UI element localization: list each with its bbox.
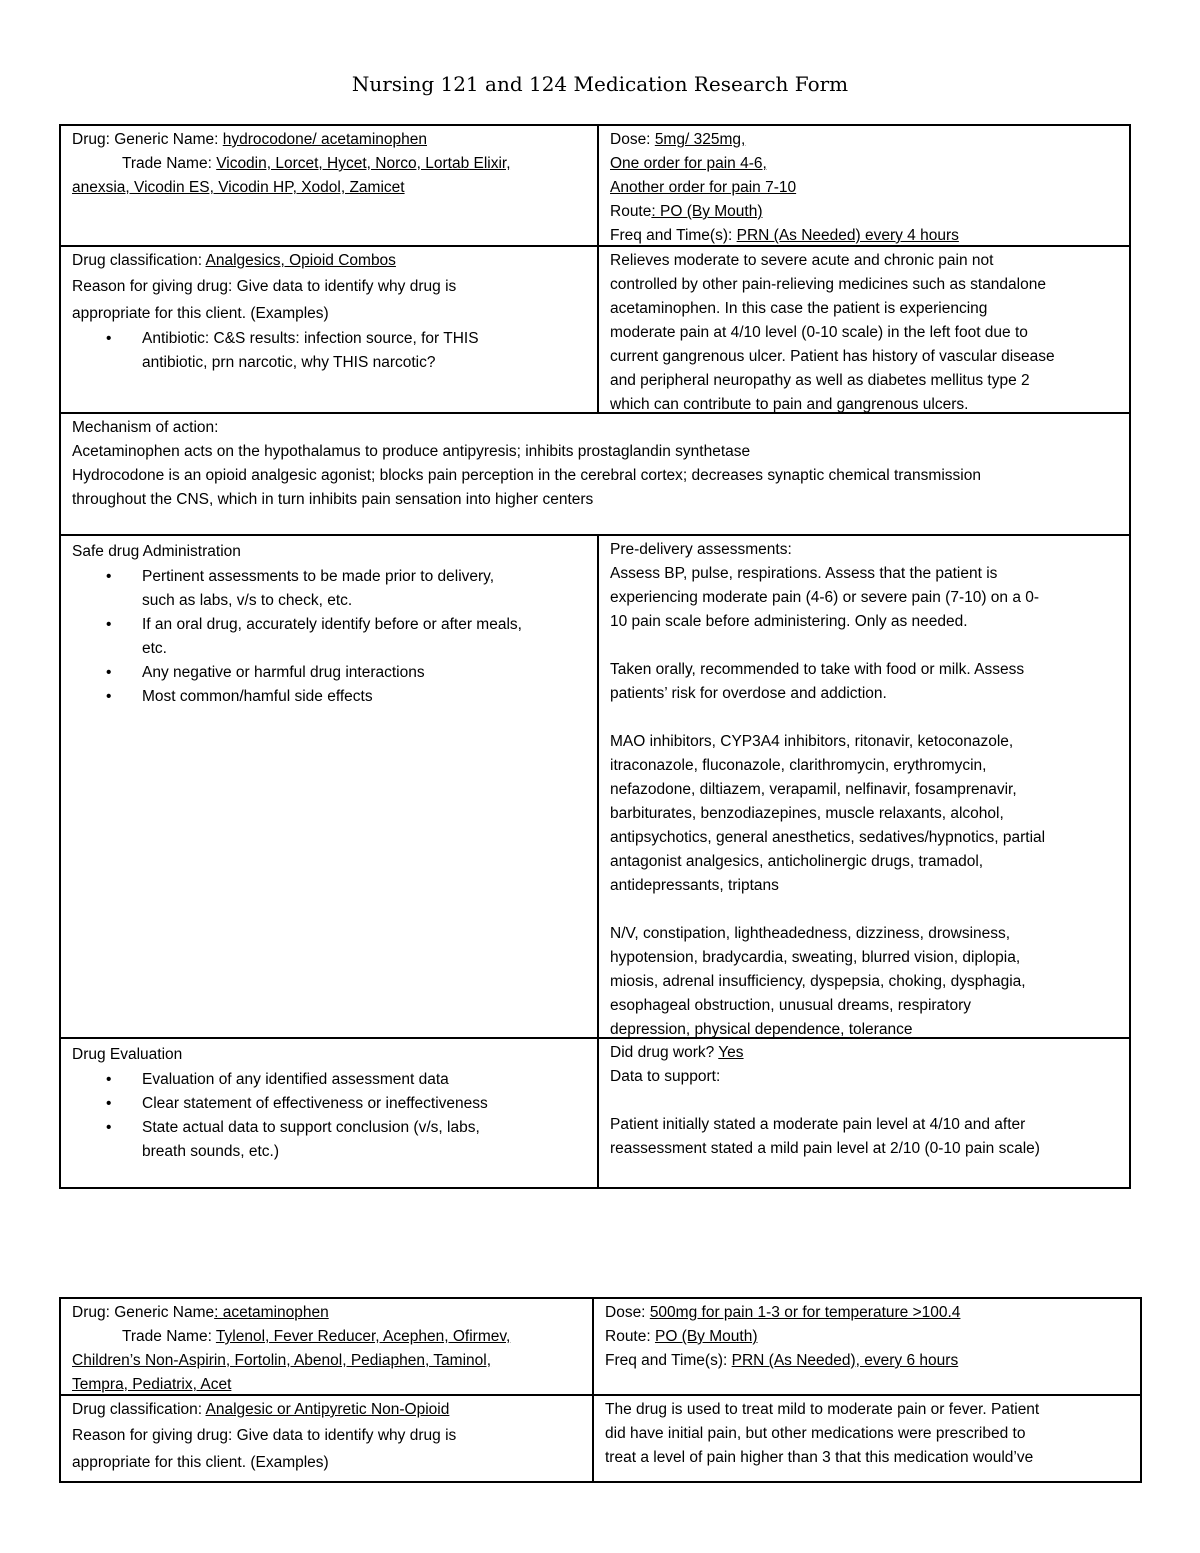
- result-cell: [599, 1039, 1129, 1187]
- assessment-line: Assess BP, pulse, respirations. Assess that the patient is: [610, 565, 998, 582]
- table-border-right: [1129, 124, 1131, 1189]
- trade-name-value-cont: Tempra, Pediatrix, Acet: [72, 1376, 232, 1393]
- list-item: • Evaluation of any identified assessment data: [72, 1068, 587, 1092]
- dose-cell: [594, 1299, 1140, 1394]
- freq-label: Freq and Time(s):: [610, 227, 737, 244]
- evaluation-cell: [61, 1039, 597, 1187]
- did-drug-work-label: Did drug work?: [610, 1044, 719, 1061]
- interaction-line: antipsychotics, general anesthetics, sedatives/hypnotics, partial: [610, 829, 1046, 846]
- safe-admin-cell: [61, 536, 597, 1037]
- dose-order-1: One order for pain 4-6,: [610, 155, 767, 172]
- dose-cell: [599, 126, 1129, 245]
- side-effect-line: depression, physical dependence, tolerance: [610, 1021, 913, 1037]
- assessment-line: experiencing moderate pain (4-6) or severe pain (7-10) on a 0-: [610, 589, 1040, 606]
- dose-label: Dose:: [610, 131, 655, 148]
- meal-line: patients’ risk for overdose and addiction.: [610, 685, 887, 702]
- list-item: • Pertinent assessments to be made prior to delivery, such as labs, v/s to check, etc.: [72, 565, 587, 613]
- reason-answer-cell: [594, 1396, 1140, 1481]
- drug-name-cell: [61, 1299, 592, 1394]
- safe-admin-label: Safe drug Administration: [72, 543, 241, 560]
- did-drug-work-value: Yes: [718, 1044, 744, 1061]
- table-border-bottom: [59, 1481, 1142, 1483]
- classification-value: Analgesic or Antipyretic Non-Opioid: [205, 1401, 450, 1418]
- reason-prompt: Reason for giving drug: Give data to identify why drug is: [72, 1427, 457, 1444]
- generic-name-value: hydrocodone/ acetaminophen: [222, 131, 427, 148]
- side-effect-line: esophageal obstruction, unusual dreams, respiratory: [610, 997, 972, 1014]
- meal-line: Taken orally, recommended to take with food or milk. Assess: [610, 661, 1025, 678]
- mechanism-line: Hydrocodone is an opioid analgesic agonist; blocks pain perception in the cerebral cortex; decreases synaptic chemical transmission: [72, 467, 981, 484]
- dose-value: 5mg/ 325mg,: [654, 131, 746, 148]
- data-support-label: Data to support:: [610, 1068, 721, 1085]
- classification-value: Analgesics, Opioid Combos: [205, 252, 396, 269]
- generic-name-label: Drug: Generic Name: [72, 1304, 215, 1321]
- classification-cell: [61, 247, 597, 412]
- list-item: • Most common/hamful side effects: [72, 685, 587, 709]
- answer-line: which can contribute to pain and gangrenous ulcers.: [610, 396, 969, 412]
- answer-line: treat a level of pain higher than 3 that this medication would’ve: [605, 1449, 1034, 1466]
- support-line: reassessment stated a mild pain level at 2/10 (0-10 pain scale): [610, 1140, 1040, 1157]
- drug-name-cell: [61, 126, 597, 245]
- table-border-right: [1140, 1297, 1142, 1483]
- interaction-line: antagonist analgesics, anticholinergic drugs, tramadol,: [610, 853, 984, 870]
- answer-line: Relieves moderate to severe acute and chronic pain not: [610, 252, 994, 269]
- list-item: • Antibiotic: C&S results: infection source, for THIS antibiotic, prn narcotic, why THIS narcotic?: [72, 327, 587, 375]
- route-label: Route:: [605, 1328, 655, 1345]
- mechanism-cell: [61, 414, 1129, 534]
- side-effect-line: N/V, constipation, lightheadedness, dizziness, drowsiness,: [610, 925, 1011, 942]
- answer-line: The drug is used to treat mild to moderate pain or fever. Patient: [605, 1401, 1040, 1418]
- mechanism-line: Acetaminophen acts on the hypothalamus to produce antipyresis; inhibits prostaglandin synthetase: [72, 443, 751, 460]
- freq-value: PRN (As Needed), every 6 hours: [731, 1352, 959, 1369]
- support-line: Patient initially stated a moderate pain level at 4/10 and after: [610, 1116, 1026, 1133]
- answer-line: moderate pain at 4/10 level (0-10 scale) in the left foot due to: [610, 324, 1028, 341]
- answer-line: acetaminophen. In this case the patient is experiencing: [610, 300, 988, 317]
- interaction-line: MAO inhibitors, CYP3A4 inhibitors, ritonavir, ketoconazole,: [610, 733, 1014, 750]
- list-item: • State actual data to support conclusion (v/s, labs, breath sounds, etc.): [72, 1116, 587, 1164]
- evaluation-label: Drug Evaluation: [72, 1046, 183, 1063]
- mechanism-line: throughout the CNS, which in turn inhibits pain sensation into higher centers: [72, 491, 594, 508]
- assessment-line: 10 pain scale before administering. Only as needed.: [610, 613, 968, 630]
- trade-name-value-cont: anexsia, Vicodin ES, Vicodin HP, Xodol, Zamicet: [72, 179, 405, 196]
- trade-name-value: Vicodin, Lorcet, Hycet, Norco, Lortab Elixir,: [216, 155, 511, 172]
- interaction-line: barbiturates, benzodiazepines, muscle relaxants, alcohol,: [610, 805, 1004, 822]
- dose-label: Dose:: [605, 1304, 650, 1321]
- mechanism-label: Mechanism of action:: [72, 419, 219, 436]
- trade-name-label: Trade Name:: [122, 1328, 216, 1345]
- classification-label: Drug classification:: [72, 1401, 206, 1418]
- side-effect-line: hypotension, bradycardia, sweating, blurred vision, diplopia,: [610, 949, 1021, 966]
- answer-line: current gangrenous ulcer. Patient has history of vascular disease: [610, 348, 1055, 365]
- answer-line: controlled by other pain-relieving medicines such as standalone: [610, 276, 1046, 293]
- route-value: PO (By Mouth): [654, 1328, 758, 1345]
- generic-name-label: Drug: Generic Name:: [72, 131, 223, 148]
- answer-line: did have initial pain, but other medications were prescribed to: [605, 1425, 1026, 1442]
- reason-prompt-cont: appropriate for this client. (Examples): [72, 305, 329, 322]
- list-item: • If an oral drug, accurately identify before or after meals, etc.: [72, 613, 587, 661]
- page-title: Nursing 121 and 124 Medication Research Form: [351, 72, 849, 96]
- predelivery-cell: [599, 536, 1129, 1037]
- reason-answer-cell: [599, 247, 1129, 412]
- classification-cell: [61, 1396, 592, 1481]
- side-effect-line: miosis, adrenal insufficiency, dyspepsia, choking, dysphagia,: [610, 973, 1026, 990]
- table-border-bottom: [59, 1187, 1131, 1189]
- classification-label: Drug classification:: [72, 252, 206, 269]
- freq-value: PRN (As Needed) every 4 hours: [736, 227, 959, 244]
- generic-name-value: : acetaminophen: [214, 1304, 329, 1321]
- trade-name-label: Trade Name:: [122, 155, 217, 172]
- interaction-line: nefazodone, diltiazem, verapamil, nelfinavir, fosamprenavir,: [610, 781, 1017, 798]
- dose-value: 500mg for pain 1-3 or for temperature >100.4: [649, 1304, 961, 1321]
- route-label: Route: [610, 203, 652, 220]
- interaction-line: itraconazole, fluconazole, clarithromycin, erythromycin,: [610, 757, 987, 774]
- list-item: • Any negative or harmful drug interactions: [72, 661, 587, 685]
- trade-name-value: Tylenol, Fever Reducer, Acephen, Ofirmev,: [215, 1328, 511, 1345]
- reason-prompt: Reason for giving drug: Give data to identify why drug is: [72, 278, 457, 295]
- list-item: • Clear statement of effectiveness or ineffectiveness: [72, 1092, 587, 1116]
- predelivery-label: Pre-delivery assessments:: [610, 541, 792, 558]
- reason-prompt-cont: appropriate for this client. (Examples): [72, 1454, 329, 1471]
- freq-label: Freq and Time(s):: [605, 1352, 732, 1369]
- answer-line: and peripheral neuropathy as well as diabetes mellitus type 2: [610, 372, 1030, 389]
- interaction-line: antidepressants, triptans: [610, 877, 779, 894]
- trade-name-value-cont: Children’s Non-Aspirin, Fortolin, Abenol, Pediaphen, Taminol,: [72, 1352, 492, 1369]
- dose-order-2: Another order for pain 7-10: [610, 179, 797, 196]
- route-value: : PO (By Mouth): [651, 203, 763, 220]
